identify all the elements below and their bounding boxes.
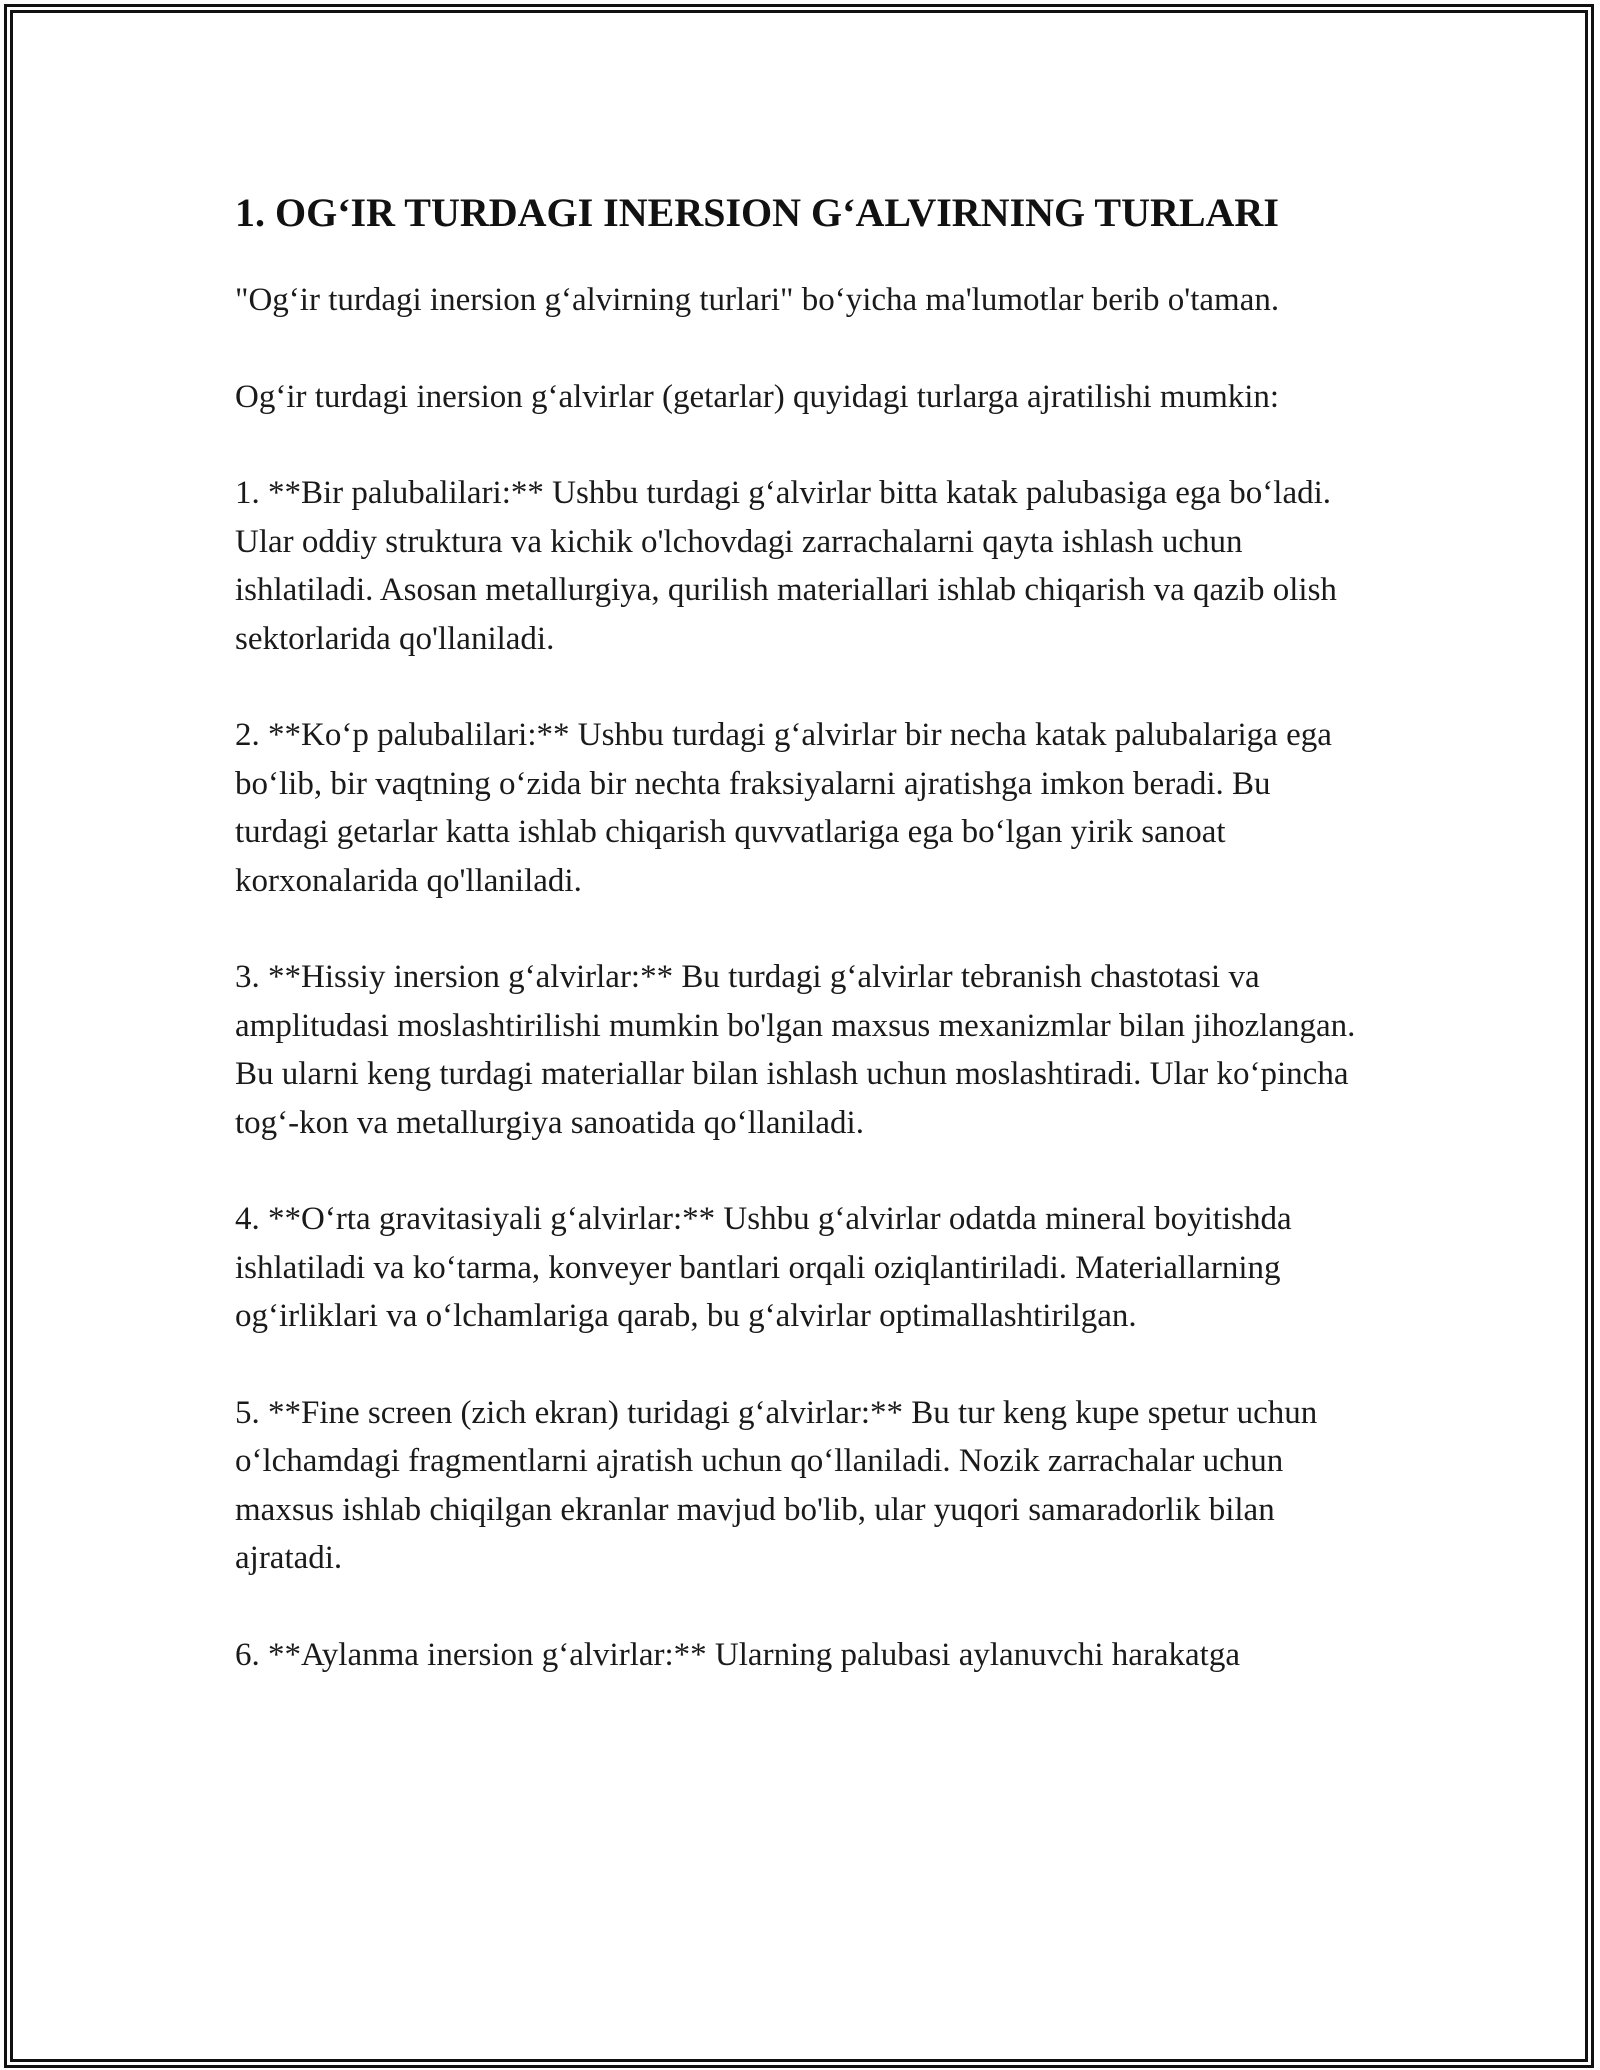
classification-paragraph: Og‘ir turdagi inersion g‘alvirlar (getarlar) quyidagi turlarga ajratilishi mumkin:	[235, 378, 1280, 415]
list-item-adjustable: 3. **Hissiy inersion g‘alvirlar:** Bu turdagi g‘alvirlar tebranish chastotasi va amplitudasi moslashtirilishi mumkin bo'lgan maxsus mexanizmlar bilan jihozlangan. Bu ularni keng turdagi materiallar bilan ishlash uchun moslashtiradi. Ular ko‘pincha tog‘-kon va metallurgiya sanoatida qo‘llaniladi.	[235, 959, 1356, 1141]
list-item-multi-deck: 2. **Ko‘p palubalilari:** Ushbu turdagi g‘alvirlar bir necha katak palubalariga ega bo‘lib, bir vaqtning o‘zida bir nechta fraksiyalarni ajratishga imkon beradi. Bu turdagi getarlar katta ishlab chiqarish quvvatlariga ega bo‘lgan yirik sanoat korxonalarida qo'llaniladi.	[235, 717, 1332, 899]
list-item-rotary: 6. **Aylanma inersion g‘alvirlar:** Ularning palubasi aylanuvchi harakatga	[235, 1636, 1240, 1673]
list-item-fine-screen: 5. **Fine screen (zich ekran) turidagi g‘alvirlar:** Bu tur keng kupe spetur uchun o‘lchamdagi fragmentlarni ajratish uchun qo‘llaniladi. Nozik zarrachalar uchun maxsus ishlab chiqilgan ekranlar mavjud bo'lib, ular yuqori samaradorlik bilan ajratadi.	[235, 1394, 1318, 1576]
list-item-single-deck: 1. **Bir palubalilari:** Ushbu turdagi g‘alvirlar bitta katak palubasiga ega bo‘ladi. Ular oddiy struktura va kichik o'lchovdagi zarrachalarni qayta ishlash uchun ishlatiladi. Asosan metallurgiya, qurilish materiallari ishlab chiqarish va qazib olish sektorlarida qo'llaniladi.	[235, 475, 1337, 657]
document-title: 1. OG‘IR TURDAGI INERSION G‘ALVIRNING TURLARI	[235, 190, 1279, 235]
document-body	[235, 188, 1365, 1727]
intro-paragraph: "Og‘ir turdagi inersion g‘alvirning turlari" bo‘yicha ma'lumotlar berib o'taman.	[235, 282, 1280, 318]
list-item-medium-gravity: 4. **O‘rta gravitasiyali g‘alvirlar:** Ushbu g‘alvirlar odatda mineral boyitishda ishlatiladi va ko‘tarma, konveyer bantlari orqali oziqlantiriladi. Materiallarning og‘irliklari va o‘lchamlariga qarab, bu g‘alvirlar optimallashtirilgan.	[235, 1201, 1292, 1334]
